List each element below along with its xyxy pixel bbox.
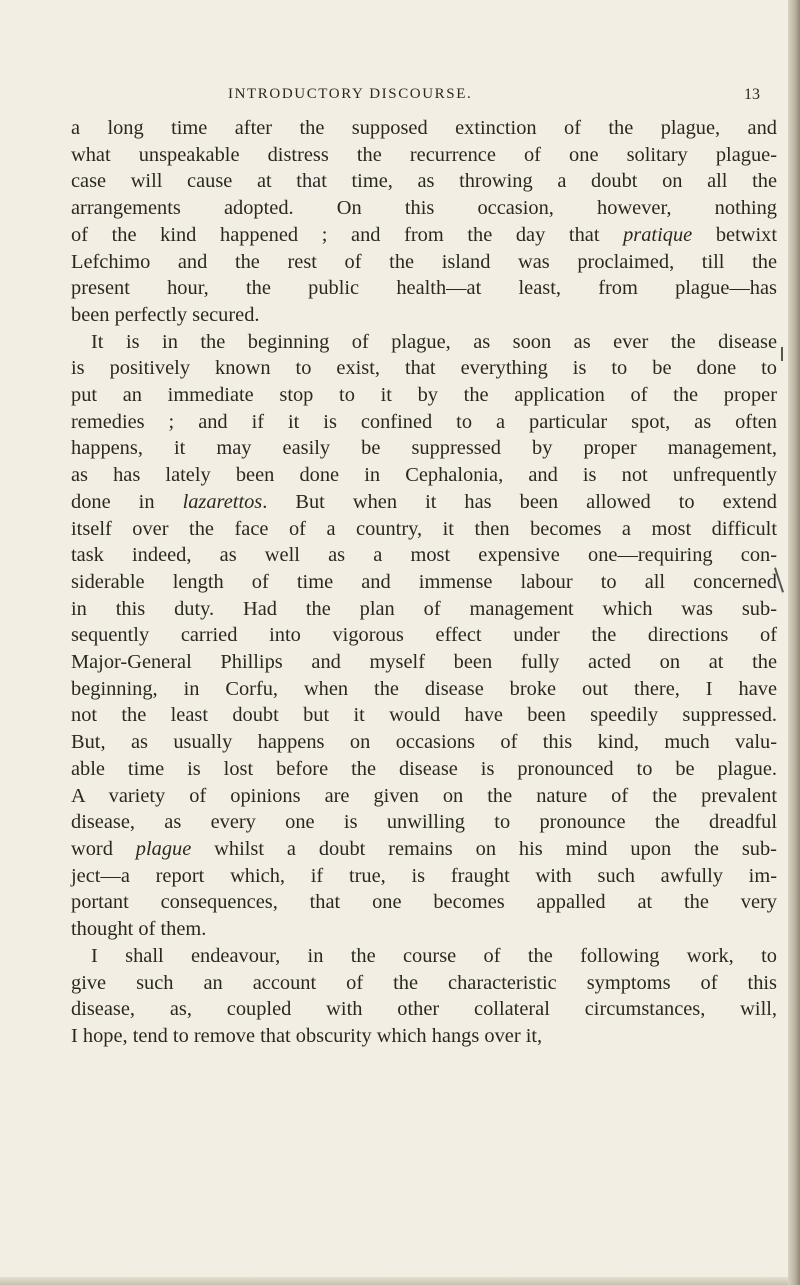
text-line: happens, it may easily be suppressed by proper management, [71,437,777,460]
text-line: thought of them. [71,918,207,941]
text-line: I shall endeavour, in the course of the following work, to [91,944,777,967]
text-line: It is in the beginning of plague, as soon as ever the disease [91,330,777,353]
text-line: Major-General Phillips and myself been fully acted on at the [71,651,777,674]
text-line: in this duty. Had the plan of management which was sub- [71,597,777,620]
margin-mark [781,347,783,361]
text-line: not the least doubt but it would have been speedily suppressed. [71,704,777,727]
text-line: is positively known to exist, that everything is to be done to [71,357,777,380]
page-number: 13 [744,86,760,103]
body-text [71,115,777,1050]
text-line: Lefchimo and the rest of the island was proclaimed, till the [71,250,777,273]
text-line: portant consequences, that one becomes appalled at the very [71,891,777,914]
text-line: word plague whilst a doubt remains on his mind upon the sub- [71,837,777,860]
text-line: a long time after the supposed extinction of the plague, and [71,117,777,139]
text-line: case will cause at that time, as throwing a doubt on all the [71,170,777,193]
page-edge [788,0,800,1285]
text-line: disease, as, coupled with other collateral circumstances, will, [71,998,777,1021]
text-line: of the kind happened ; and from the day that pratique betwixt [71,223,777,246]
text-line: give such an account of the characteristic symptoms of this [71,971,777,994]
text-line: I hope, tend to remove that obscurity which hangs over it, [71,1024,543,1047]
text-line: arrangements adopted. On this occasion, however, nothing [71,197,777,220]
text-line: beginning, in Corfu, when the disease broke out there, I have [71,677,777,700]
paragraph [71,943,777,1050]
text-line: siderable length of time and immense labour to all concerned [71,570,777,593]
page-header [0,86,800,110]
text-line: been perfectly secured. [71,303,260,326]
text-line: sequently carried into vigorous effect under the directions of [71,624,777,647]
text-line: task indeed, as well as a most expensive one—requiring con- [71,544,777,567]
running-head: INTRODUCTORY DISCOURSE. [228,86,473,102]
text-line: able time is lost before the disease is pronounced to be plague. [71,757,777,780]
page-bottom-edge [0,1277,788,1285]
text-line: ject—a report which, if true, is fraught with such awfully im- [71,864,777,887]
text-line: done in lazarettos. But when it has been allowed to extend [71,490,777,513]
text-line: remedies ; and if it is confined to a particular spot, as often [71,410,777,433]
text-line: itself over the face of a country, it then becomes a most difficult [71,517,777,540]
text-line: put an immediate stop to it by the application of the proper [71,384,777,407]
paragraph [71,329,777,943]
text-line: A variety of opinions are given on the nature of the prevalent [71,784,777,807]
text-line: But, as usually happens on occasions of this kind, much valu- [71,731,777,754]
text-line: as has lately been done in Cephalonia, and is not unfrequently [71,464,777,487]
text-line: disease, as every one is unwilling to pronounce the dreadful [71,811,777,834]
text-line: present hour, the public health—at least, from plague—has [71,277,777,300]
text-line: what unspeakable distress the recurrence of one solitary plague- [71,143,777,166]
paragraph [71,115,777,329]
